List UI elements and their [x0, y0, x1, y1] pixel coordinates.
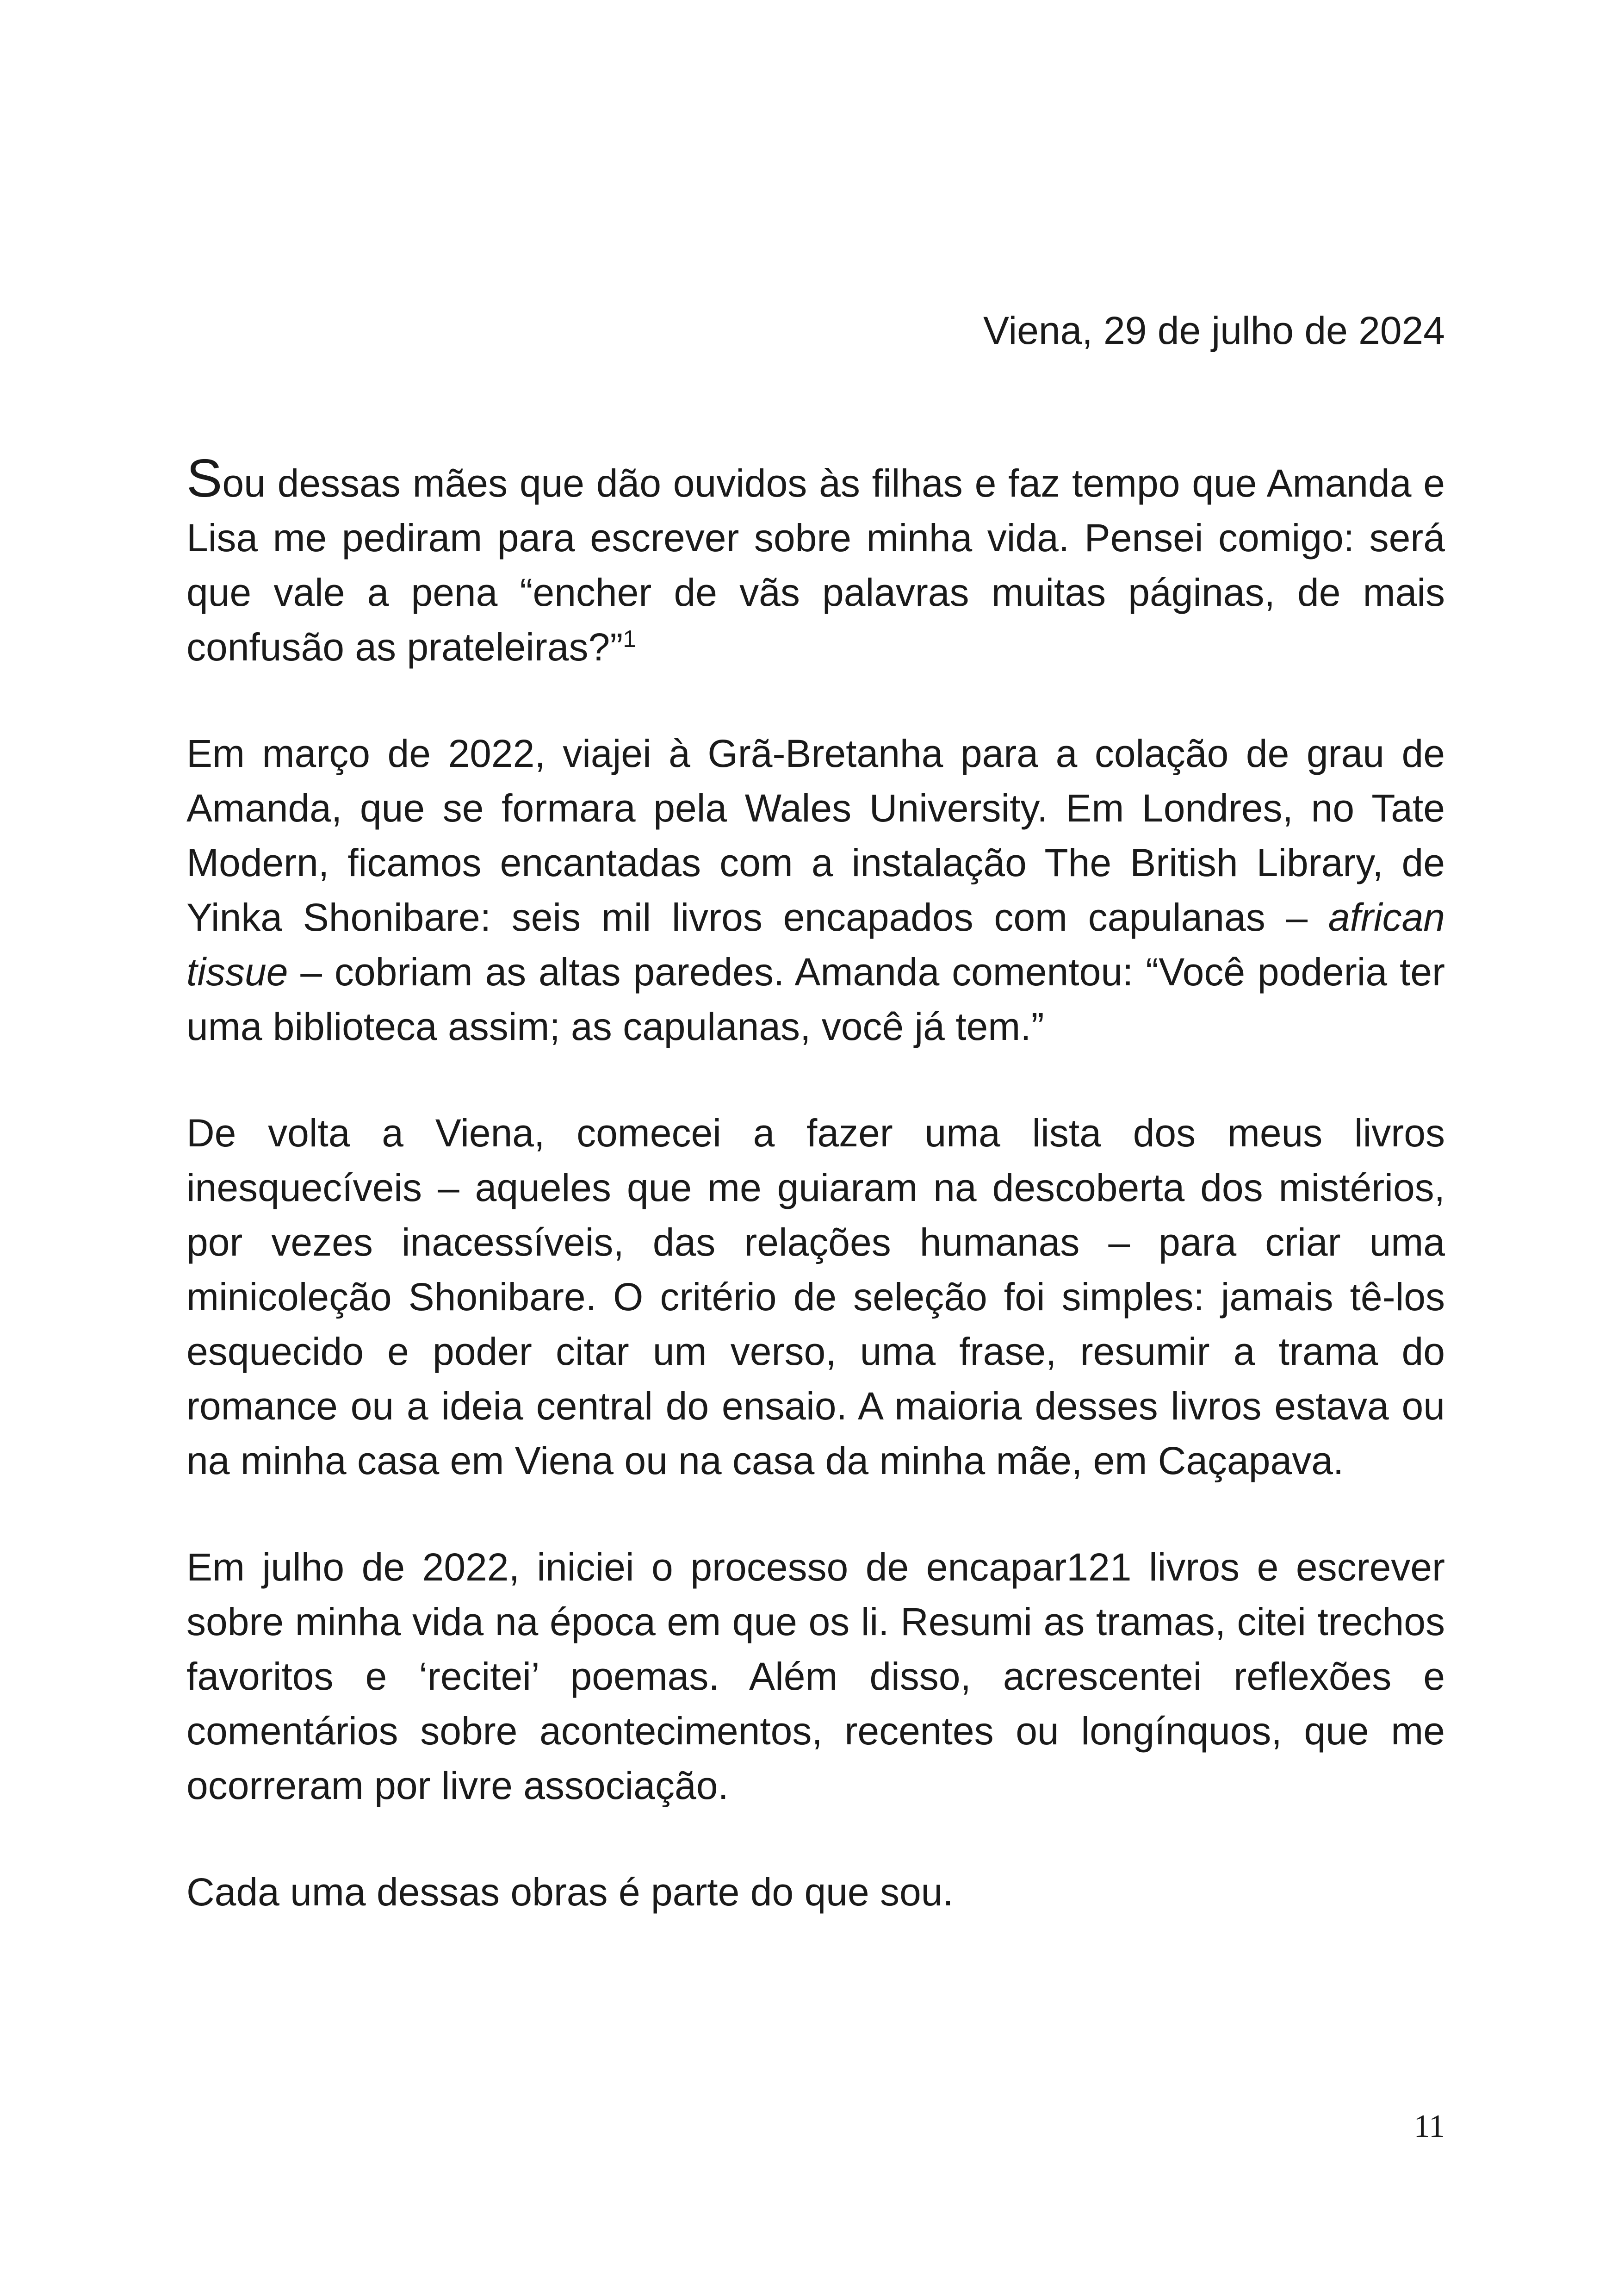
paragraph-2-text-a: Em março de 2022, viajei à Grã-Bretanha para a colação de grau de Amanda, que se formara pela Wales University. Em Londres, no Tate Modern, ficamos encantadas com a instalação The British Library, de Yinka Shonibare: seis mil livros encapados com capulanas –: [186, 732, 1445, 939]
drop-initial: S: [186, 448, 223, 508]
paragraph-3: De volta a Viena, comecei a fazer uma lista dos meus livros inesquecíveis – aqueles que me guiaram na descoberta dos mistérios, por vezes inacessíveis, das relações humanas – para criar uma minicoleção Shonibare. O critério de seleção foi simples: jamais tê-los esquecido e poder citar um verso, uma frase, resumir a trama do romance ou a ideia central do ensaio. A maioria desses livros estava ou na minha casa em Viena ou na casa da minha mãe, em Caçapava.: [186, 1111, 1445, 1482]
paragraph-2-text-b: – cobriam as altas paredes. Amanda comentou: “Você poderia ter uma biblioteca assim; as capulanas, você já tem.”: [186, 950, 1445, 1048]
footnote-reference: 1: [623, 626, 637, 653]
paragraph-4: Em julho de 2022, iniciei o processo de encapar121 livros e escrever sobre minha vida na época em que os li. Resumi as tramas, citei trechos favoritos e ‘recitei’ poemas. Além disso, acrescentei reflexões e comentários sobre acontecimentos, recentes ou longínquos, que me ocorreram por livre associação.: [186, 1545, 1445, 1807]
page-number: 11: [1413, 2109, 1445, 2144]
paragraph-1: [186, 448, 1445, 674]
paragraph-2-italic-term: african tissue: [186, 896, 1445, 994]
paragraph-5: Cada uma dessas obras é parte do que sou.: [186, 1870, 954, 1914]
dateline: Viena, 29 de julho de 2024: [983, 309, 1445, 352]
paragraph-2: [186, 726, 1445, 1054]
paragraph-1-text: ou dessas mães que dão ouvidos às filhas e faz tempo que Amanda e Lisa me pediram para escrever sobre minha vida. Pensei comigo: será que vale a pena “encher de vãs palavras muitas páginas, de mais confusão as prateleiras?”: [186, 461, 1445, 669]
body-text: [186, 448, 1445, 1971]
